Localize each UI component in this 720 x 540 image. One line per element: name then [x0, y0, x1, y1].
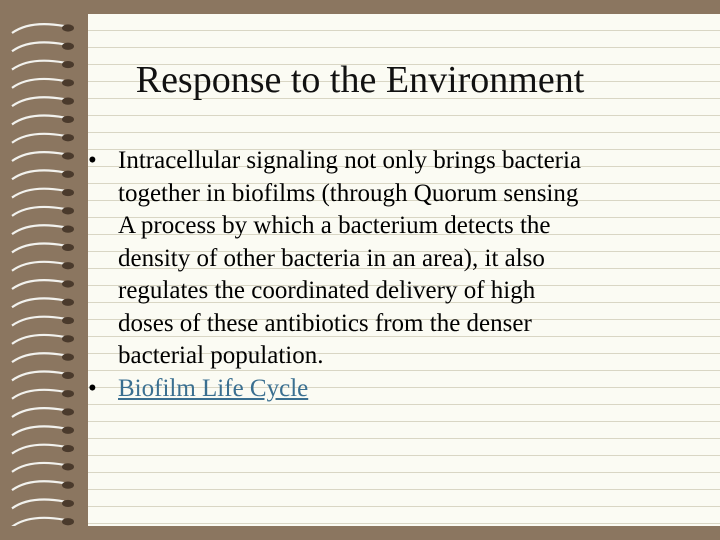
spiral-hole — [62, 299, 74, 306]
bullet-line: together in biofilms (through Quorum sensing — [118, 179, 579, 207]
slide-title: Response to the Environment — [135, 59, 585, 101]
spiral-wire — [12, 116, 64, 125]
spiral-wire — [12, 372, 64, 381]
spiral-wire — [12, 463, 64, 472]
spiral-hole — [62, 463, 74, 470]
spiral-hole — [62, 171, 74, 178]
spiral-wire — [12, 426, 64, 435]
spiral-wire — [12, 262, 64, 271]
spiral-wire — [12, 244, 64, 253]
spiral-hole — [62, 445, 74, 452]
bullet-icon: • — [88, 147, 97, 174]
spiral-wire — [12, 335, 64, 344]
spiral-hole — [62, 244, 74, 251]
bullet-item-2 — [88, 373, 720, 406]
spiral-hole — [62, 408, 74, 415]
spiral-wire — [12, 152, 64, 161]
biofilm-life-cycle-link[interactable]: Biofilm Life Cycle — [118, 374, 309, 402]
bullet-icon: • — [88, 374, 97, 402]
spiral-wire — [12, 280, 64, 289]
spiral-hole — [62, 518, 74, 525]
spiral-wire — [12, 500, 64, 509]
bullet-line: doses of these antibiotics from the denser — [118, 309, 532, 337]
spiral-wire — [12, 24, 64, 33]
spiral-hole — [62, 226, 74, 233]
spiral-wire — [12, 481, 64, 490]
spiral-hole — [62, 134, 74, 141]
spiral-hole — [62, 354, 74, 361]
spiral-wire — [12, 189, 64, 198]
bullet-line: bacterial population. — [118, 342, 324, 369]
spiral-hole — [62, 207, 74, 214]
spiral-wire — [12, 225, 64, 234]
spiral-hole — [62, 116, 74, 123]
spiral-wire — [12, 445, 64, 454]
spiral-wire — [12, 317, 64, 326]
bullet-item-1 — [88, 145, 720, 373]
spiral-wire — [12, 408, 64, 417]
spiral-hole — [62, 427, 74, 434]
spiral-hole — [62, 152, 74, 159]
slide-content — [88, 145, 720, 405]
spiral-wire — [12, 353, 64, 362]
spiral-hole — [62, 262, 74, 269]
spiral-hole — [62, 482, 74, 489]
spiral-hole — [62, 390, 74, 397]
spiral-hole — [62, 189, 74, 196]
spiral-hole — [62, 43, 74, 50]
spiral-hole — [62, 500, 74, 507]
spiral-wire — [12, 207, 64, 216]
bullet-line: A process by which a bacterium detects the — [118, 212, 551, 239]
spiral-wire — [12, 298, 64, 307]
bullet-line: density of other bacteria in an area), it also — [118, 244, 545, 272]
spiral-wire — [12, 518, 64, 526]
spiral-wire — [12, 390, 64, 399]
bullet-line: Intracellular signaling not only brings bacteria — [118, 147, 582, 174]
spiral-hole — [62, 280, 74, 287]
spiral-wire — [12, 170, 64, 179]
spiral-wire — [12, 42, 64, 51]
spiral-hole — [62, 24, 74, 31]
bullet-line: regulates the coordinated delivery of high — [118, 277, 536, 304]
spiral-hole — [62, 317, 74, 324]
spiral-wire — [12, 134, 64, 143]
spiral-hole — [62, 335, 74, 342]
spiral-hole — [62, 372, 74, 379]
